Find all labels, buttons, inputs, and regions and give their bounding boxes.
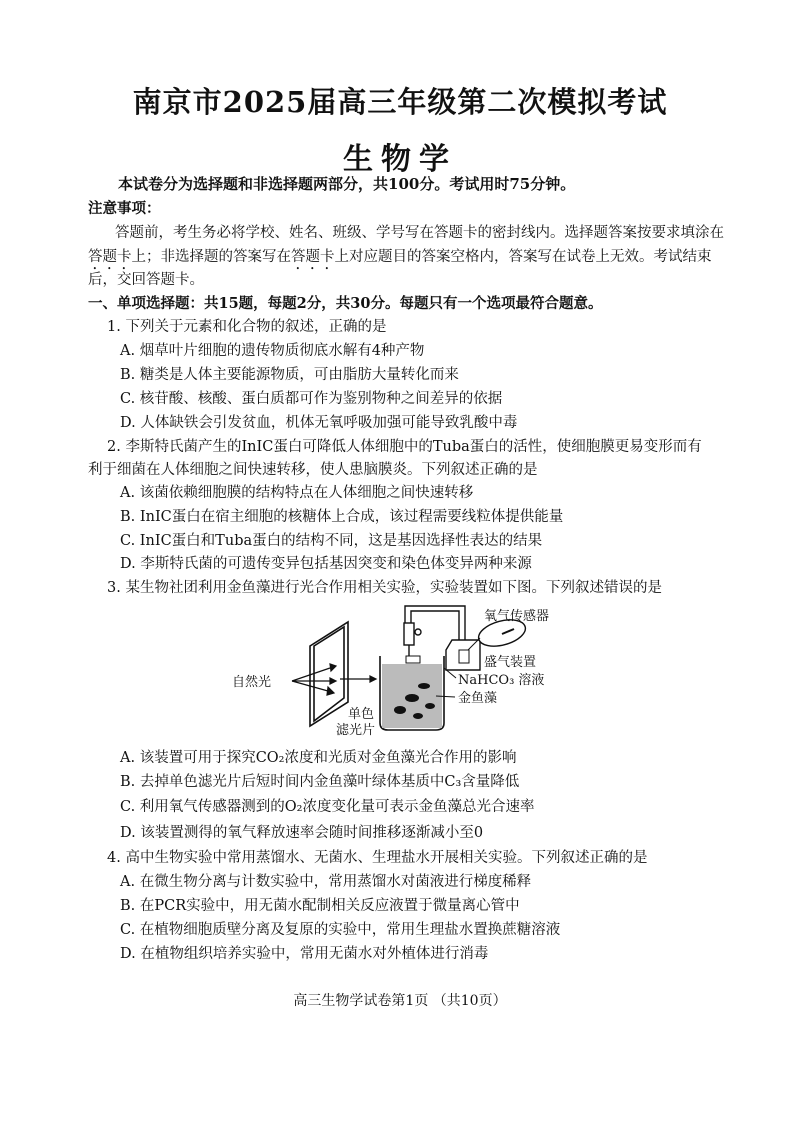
section-heading: 一、单项选择题：共15题，每题2分，共30分。每题只有一个选项最符合题意。 bbox=[88, 295, 603, 312]
option: A. 该装置可用于探究CO₂浓度和光质对金鱼藻光合作用的影响 bbox=[120, 750, 517, 766]
option: C. 在植物细胞质壁分离及复原的实验中，常用生理盐水置换蔗糖溶液 bbox=[120, 922, 561, 938]
question-stem: 1. 下列关于元素和化合物的叙述，正确的是 bbox=[107, 319, 387, 335]
label-oxygen-sensor: 氧气传感器 bbox=[484, 609, 550, 624]
sensor-probe bbox=[459, 650, 469, 663]
notes-text: 上；非选择题的答案写在 bbox=[131, 249, 291, 265]
option: D. 该装置测得的氧气释放速率会随时间推移逐渐减小至0 bbox=[120, 825, 484, 841]
subject-title: 生物学 bbox=[343, 142, 457, 177]
exam-intro: 本试卷分为选择题和非选择题两部分，共100分。考试用时75分钟。 bbox=[118, 175, 576, 193]
option: B. 糖类是人体主要能源物质，可由脂肪大量转化而来 bbox=[120, 367, 459, 383]
question-stem: 3. 某生物社团利用金鱼藻进行光合作用相关实验，实验装置如下图。下列叙述错误的是 bbox=[107, 580, 662, 596]
exam-title: 南京市2025届高三年级第二次模拟考试 bbox=[132, 85, 668, 119]
option: C. InIC蛋白和Tuba蛋白的结构不同，这是基因选择性表达的结果 bbox=[120, 533, 543, 549]
option: A. 烟草叶片细胞的遗传物质彻底水解有4种产物 bbox=[120, 343, 425, 359]
option: A. 该菌依赖细胞膜的结构特点在人体细胞之间快速转移 bbox=[120, 485, 474, 501]
question-stem: 利于细菌在人体细胞之间快速转移，使人患脑膜炎。下列叙述正确的是 bbox=[88, 462, 538, 478]
notes-line: 答题前，考生务必将学校、姓名、班级、学号写在答题卡的密封线内。选择题答案按要求填涂在 bbox=[115, 225, 724, 241]
option: B. 去掉单色滤光片后短时间内金鱼藻叶绿体基质中C₃含量降低 bbox=[120, 774, 520, 790]
light-arrows bbox=[292, 664, 376, 695]
label-natural-light: 自然光 bbox=[232, 675, 272, 690]
label-solution: NaHCO₃ 溶液 bbox=[458, 673, 545, 688]
page-footer: 高三生物学试卷第1页 （共10页） bbox=[293, 993, 507, 1009]
option: D. 李斯特氏菌的可遗传变异包括基因突变和染色体变异两种来源 bbox=[120, 556, 532, 572]
label-plant: 金鱼藻 bbox=[458, 691, 498, 706]
beaker bbox=[380, 656, 444, 730]
question-stem: 4. 高中生物实验中常用蒸馏水、无菌水、生理盐水开展相关实验。下列叙述正确的是 bbox=[107, 850, 648, 866]
option: B. 在PCR实验中，用无菌水配制相关反应液置于微量离心管中 bbox=[120, 898, 520, 914]
option: D. 人体缺铁会引发贫血，机体无氧呼吸加强可能导致乳酸中毒 bbox=[120, 415, 518, 431]
filter-panel bbox=[310, 622, 348, 726]
option: C. 利用氧气传感器测到的O₂浓度变化量可表示金鱼藻总光合速率 bbox=[120, 799, 535, 815]
question-stem: 2. 李斯特氏菌产生的InIC蛋白可降低人体细胞中的Tuba蛋白的活性，使细胞膜更易变形而有 bbox=[107, 439, 702, 455]
emphasized-text: 答题卡 bbox=[291, 249, 335, 265]
label-filter: 单色 bbox=[348, 707, 375, 722]
option: B. InIC蛋白在宿主细胞的核糖体上合成，该过程需要线粒体提供能量 bbox=[120, 509, 564, 525]
option: A. 在微生物分离与计数实验中，常用蒸馏水对菌液进行梯度稀释 bbox=[120, 874, 532, 890]
option: D. 在植物组织培养实验中，常用无菌水对外植体进行消毒 bbox=[120, 946, 489, 962]
notes-text: 上对应题目的答案空格内，答案写在试卷上无效。考试结束 bbox=[334, 249, 712, 265]
notes-line: 后，交回答题卡。 bbox=[88, 272, 204, 288]
emphasized-text: 答题卡 bbox=[88, 249, 132, 265]
label-gas-container: 盛气装置 bbox=[484, 655, 537, 670]
experiment-diagram bbox=[230, 598, 570, 738]
notes-heading: 注意事项： bbox=[88, 200, 161, 217]
option: C. 核苷酸、核酸、蛋白质都可作为鉴别物种之间差异的依据 bbox=[120, 391, 503, 407]
label-filter: 滤光片 bbox=[336, 723, 376, 738]
